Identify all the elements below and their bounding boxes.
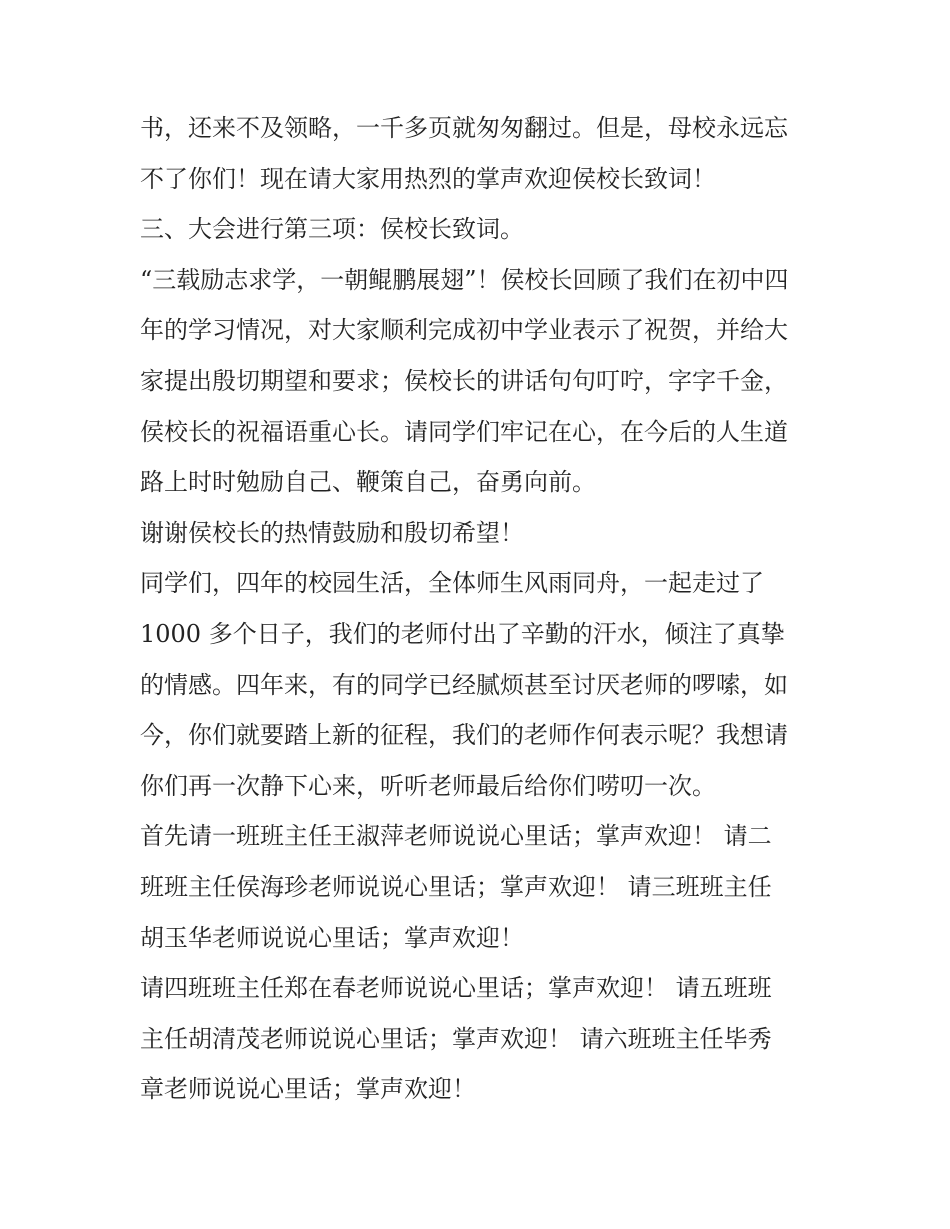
text-line-7: 侯校长的祝福语重心长。请同学们牢记在心，在今后的人生道 <box>140 417 788 446</box>
text-line-12: 的情感。四年来，有的同学已经腻烦甚至讨厌老师的啰嗦，如 <box>140 670 788 699</box>
text-line-6: 家提出殷切期望和要求；侯校长的讲话句句叮咛，字字千金， <box>140 366 788 395</box>
text-line-19: 主任胡清茂老师说说心里话；掌声欢迎！ 请六班班主任毕秀 <box>140 1024 772 1053</box>
text-line-18: 请四班班主任郑在春老师说说心里话；掌声欢迎！ 请五班班 <box>140 974 772 1003</box>
text-line-14: 你们再一次静下心来，听听老师最后给你们唠叨一次。 <box>140 771 716 800</box>
section-heading-item-3: 三、大会进行第三项：侯校长致词。 <box>140 215 524 244</box>
text-line-4: “三载励志求学，一朝鲲鹏展翅”！侯校长回顾了我们在初中四 <box>140 265 789 294</box>
text-line-11: 1000 多个日子，我们的老师付出了辛勤的汗水，倾注了真挚 <box>140 619 785 648</box>
text-line-13: 今，你们就要踏上新的征程，我们的老师作何表示呢？我想请 <box>140 721 788 750</box>
text-line-10: 同学们，四年的校园生活，全体师生风雨同舟，一起走过了 <box>140 569 764 598</box>
text-line-9: 谢谢侯校长的热情鼓励和殷切希望！ <box>140 518 524 547</box>
text-line-15: 首先请一班班主任王淑萍老师说说心里话；掌声欢迎！ 请二 <box>140 822 772 851</box>
text-line-17: 胡玉华老师说说心里话；掌声欢迎！ <box>140 923 524 952</box>
text-line-5: 年的学习情况，对大家顺利完成初中学业表示了祝贺，并给大 <box>140 316 788 345</box>
document-body <box>140 103 820 1115</box>
text-line-2: 不了你们！现在请大家用热烈的掌声欢迎侯校长致词！ <box>140 164 716 193</box>
text-line-20: 章老师说说心里话；掌声欢迎！ <box>140 1075 476 1104</box>
text-line-16: 班班主任侯海珍老师说说心里话；掌声欢迎！ 请三班班主任 <box>140 872 772 901</box>
text-line-1: 书，还来不及领略，一千多页就匆匆翻过。但是，母校永远忘 <box>140 114 788 142</box>
text-line-8: 路上时时勉励自己、鞭策自己，奋勇向前。 <box>140 468 596 497</box>
